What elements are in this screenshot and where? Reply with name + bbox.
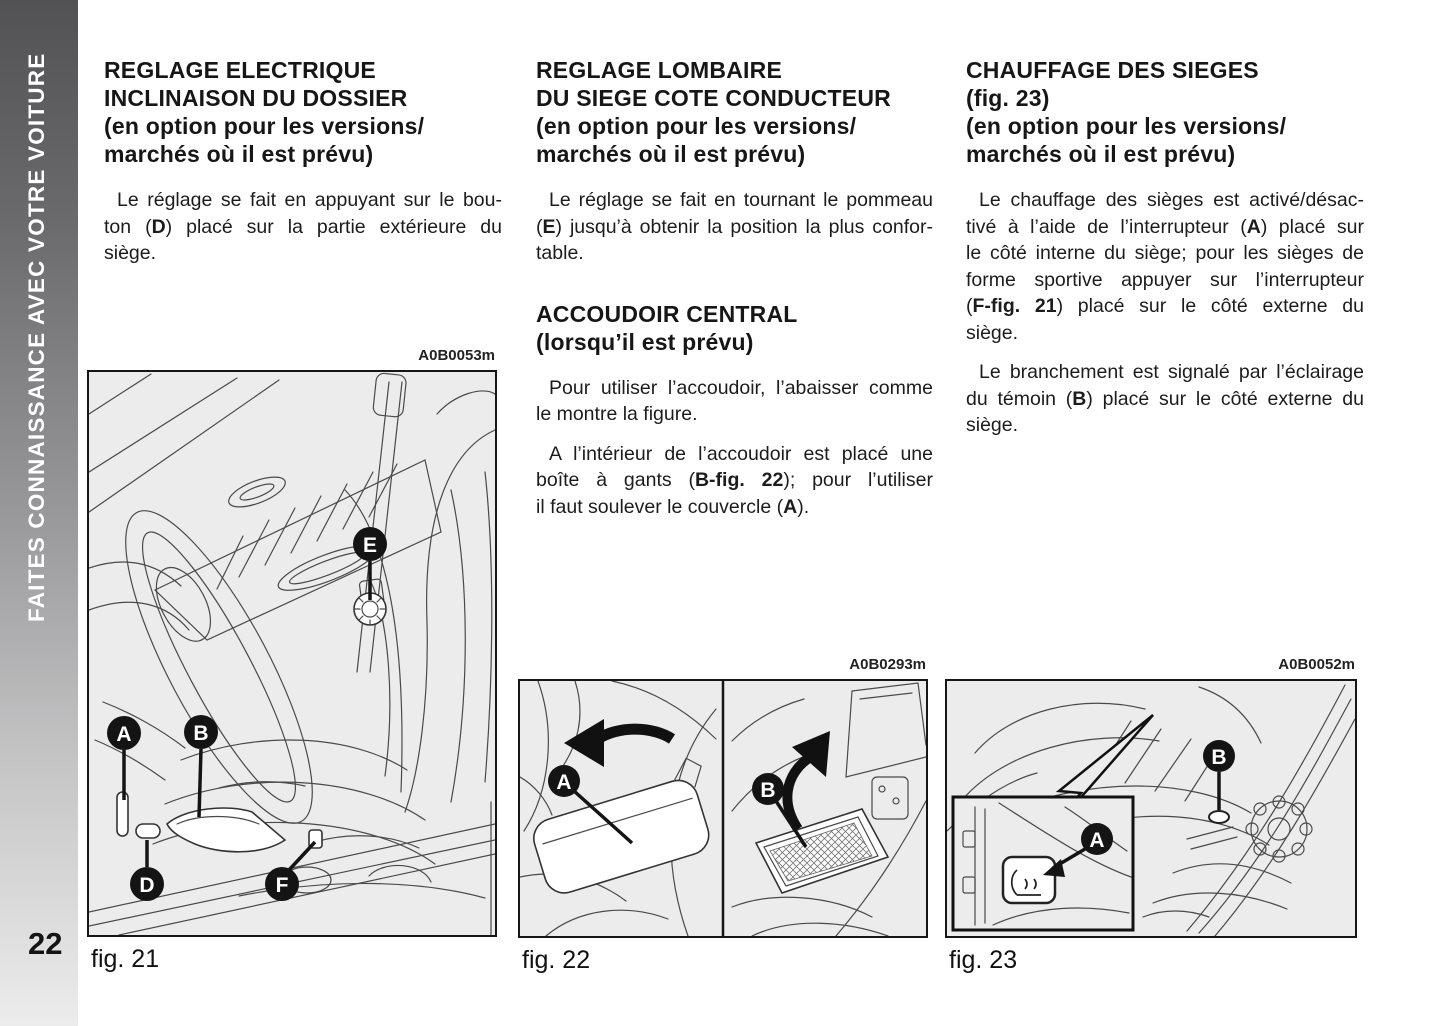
- figure-21-label-d: D: [139, 874, 155, 897]
- heading-chauffage-sieges: CHAUFFAGE DES SIEGES (fig. 23) (en option pour les versions/ marchés où il est prévu): [966, 57, 1287, 167]
- chapter-title-vertical: FAITES CONNAISSANCE AVEC VOTRE VOITURE: [24, 52, 49, 622]
- figure-21-label-e: E: [362, 534, 378, 557]
- column-reglage-electrique: [104, 56, 502, 267]
- page-number: 22: [28, 926, 63, 961]
- figure-23-caption: fig. 23: [949, 946, 1018, 974]
- figure-21: [87, 347, 497, 974]
- figure-22-caption: fig. 22: [522, 946, 591, 974]
- heading-reglage-electrique: REGLAGE ELECTRIQUE INCLINAISON DU DOSSIER (en option pour les versions/ marchés où il est prévu): [104, 57, 425, 167]
- heading-accoudoir-central: ACCOUDOIR CENTRAL (lorsqu’il est prévu): [536, 300, 798, 355]
- figure-23-code: A0B0052m: [1278, 656, 1355, 673]
- paragraph: Le réglage se fait en tournant le pommeau (E) jusqu’à obtenir la position la plus confor- table.: [536, 189, 933, 264]
- figure-22-label-b: B: [760, 779, 776, 802]
- figure-21-code: A0B0053m: [418, 347, 495, 364]
- figure-23-label-b: B: [1211, 746, 1227, 769]
- backrest-button-d: [136, 824, 160, 838]
- seat-adjustment-illustration: [89, 372, 495, 935]
- column-chauffage-sieges: [966, 56, 1364, 439]
- paragraph: Le chauffage des sièges est activé/désac- tivé à l’aide de l’interrupteur (A) placé sur le côté interne du siège; pour les sièges de forme sportive appuyer sur l’interrupteur (F-fig. 21) placé sur le côté externe du siège.: [966, 189, 1364, 344]
- figure-23: [945, 656, 1357, 975]
- figure-22-code: A0B0293m: [849, 656, 926, 673]
- paragraph: Le branchement est signalé par l’éclairage du témoin (B) placé sur le côté externe du siège.: [966, 361, 1364, 436]
- figure-21-caption: fig. 21: [91, 945, 160, 973]
- heater-lamp-b: [1209, 811, 1229, 823]
- figure-22-drawing: [518, 679, 928, 938]
- figure-21-drawing: [87, 370, 497, 937]
- figure-22: [518, 656, 928, 975]
- paragraph: A l’intérieur de l’accoudoir est placé une boîte à gants (B-fig. 22); pour l’utiliser il faut soulever le couvercle (A).: [536, 442, 933, 518]
- seat-heater-switch-a: [1003, 857, 1055, 903]
- figure-23-drawing: [945, 679, 1357, 938]
- seat-heating-illustration: [947, 681, 1355, 936]
- armrest-illustration: [520, 681, 926, 936]
- column-reglage-lombaire: [536, 56, 933, 520]
- paragraph: Pour utiliser l’accoudoir, l’abaisser comme le montre la figure.: [536, 376, 933, 425]
- paragraph: Le réglage se fait en appuyant sur le bou- ton (D) placé sur la partie extérieure du siège.: [104, 189, 502, 264]
- figure-21-label-f: F: [275, 874, 289, 897]
- heading-reglage-lombaire: REGLAGE LOMBAIRE DU SIEGE COTE CONDUCTEUR (en option pour les versions/ marchés où il est prévu): [536, 57, 891, 167]
- figure-23-label-a: A: [1089, 829, 1105, 852]
- figure-22-label-a: A: [556, 771, 572, 794]
- figure-21-label-a: A: [116, 723, 132, 746]
- chapter-sidebar: [0, 0, 78, 1026]
- figure-21-label-b: B: [193, 722, 209, 745]
- recline-lever-b: [167, 808, 285, 852]
